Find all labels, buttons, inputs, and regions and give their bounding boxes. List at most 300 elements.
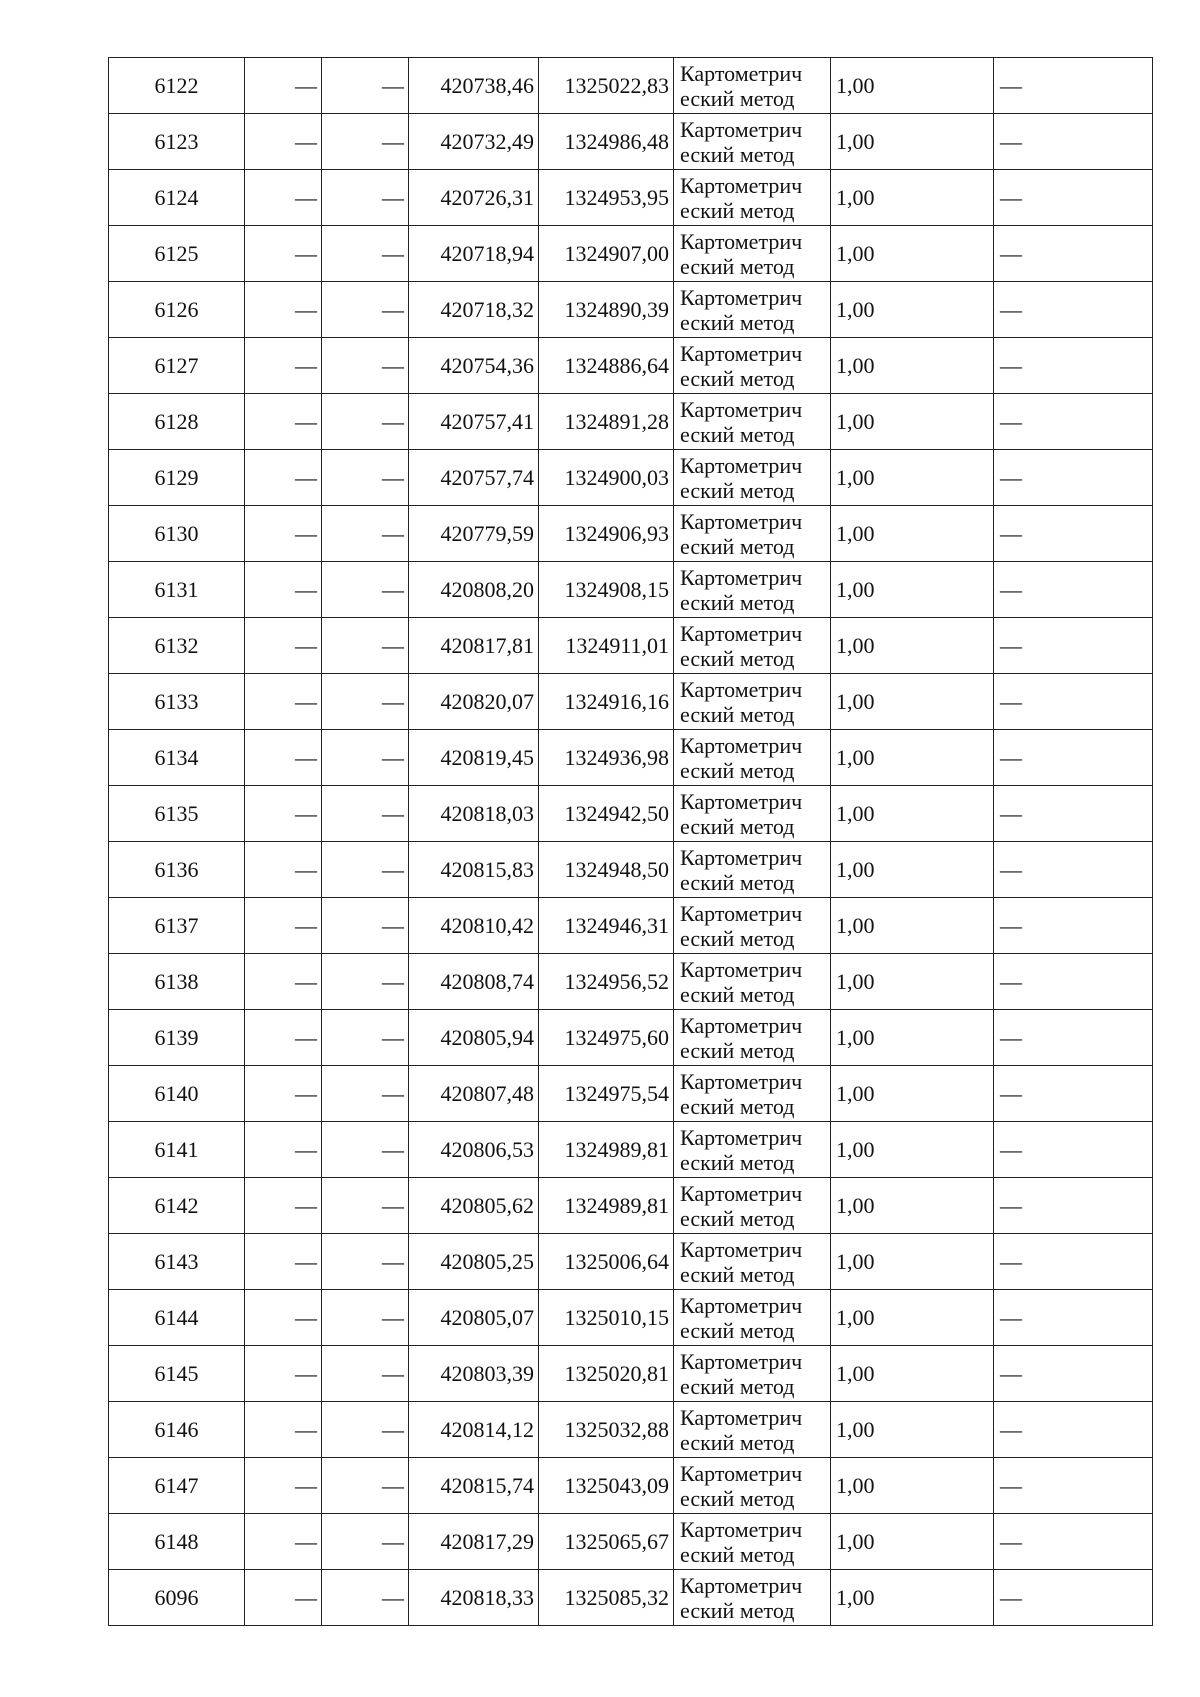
point-number-cell: 6132 [109, 618, 245, 674]
method-cell [674, 1010, 831, 1066]
x-coordinate-cell: 420815,74 [409, 1458, 539, 1514]
method-line-1: Картометрич [680, 844, 803, 870]
method-line-2: еский метод [680, 1373, 795, 1399]
y-coordinate-cell: 1324891,28 [539, 394, 674, 450]
empty-dash-cell: — [245, 1346, 322, 1402]
point-number-cell: 6130 [109, 506, 245, 562]
method-cell [674, 282, 831, 338]
method-cell [674, 1458, 831, 1514]
point-number-cell: 6141 [109, 1122, 245, 1178]
table-row [109, 1570, 1153, 1626]
empty-dash-cell: — [322, 1290, 409, 1346]
accuracy-cell: 1,00 [831, 786, 994, 842]
empty-dash-cell: — [322, 1346, 409, 1402]
note-cell: — [994, 506, 1153, 562]
note-cell: — [994, 898, 1153, 954]
method-cell [674, 506, 831, 562]
empty-dash-cell: — [245, 170, 322, 226]
y-coordinate-cell: 1324953,95 [539, 170, 674, 226]
method-cell [674, 170, 831, 226]
note-cell: — [994, 786, 1153, 842]
empty-dash-cell: — [322, 842, 409, 898]
x-coordinate-cell: 420806,53 [409, 1122, 539, 1178]
empty-dash-cell: — [245, 114, 322, 170]
x-coordinate-cell: 420819,45 [409, 730, 539, 786]
empty-dash-cell: — [322, 1570, 409, 1626]
method-line-1: Картометрич [680, 116, 803, 142]
x-coordinate-cell: 420808,20 [409, 562, 539, 618]
x-coordinate-cell: 420754,36 [409, 338, 539, 394]
note-cell: — [994, 1346, 1153, 1402]
empty-dash-cell: — [245, 730, 322, 786]
method-cell [674, 58, 831, 114]
method-line-1: Картометрич [680, 508, 803, 534]
method-line-2: еский метод [680, 589, 795, 615]
note-cell: — [994, 1178, 1153, 1234]
empty-dash-cell: — [245, 1122, 322, 1178]
method-line-2: еский метод [680, 981, 795, 1007]
x-coordinate-cell: 420718,32 [409, 282, 539, 338]
method-line-2: еский метод [680, 1149, 795, 1175]
note-cell: — [994, 1122, 1153, 1178]
empty-dash-cell: — [245, 1066, 322, 1122]
method-line-2: еский метод [680, 1261, 795, 1287]
method-cell [674, 1346, 831, 1402]
empty-dash-cell: — [245, 450, 322, 506]
empty-dash-cell: — [245, 1010, 322, 1066]
table-row [109, 562, 1153, 618]
empty-dash-cell: — [322, 170, 409, 226]
x-coordinate-cell: 420818,33 [409, 1570, 539, 1626]
method-line-1: Картометрич [680, 788, 803, 814]
method-cell [674, 562, 831, 618]
method-line-1: Картометрич [680, 1404, 803, 1430]
note-cell: — [994, 842, 1153, 898]
empty-dash-cell: — [245, 226, 322, 282]
x-coordinate-cell: 420810,42 [409, 898, 539, 954]
x-coordinate-cell: 420808,74 [409, 954, 539, 1010]
empty-dash-cell: — [322, 1234, 409, 1290]
note-cell: — [994, 954, 1153, 1010]
note-cell: — [994, 618, 1153, 674]
accuracy-cell: 1,00 [831, 1010, 994, 1066]
method-cell [674, 730, 831, 786]
point-number-cell: 6138 [109, 954, 245, 1010]
x-coordinate-cell: 420732,49 [409, 114, 539, 170]
table-row [109, 954, 1153, 1010]
y-coordinate-cell: 1324948,50 [539, 842, 674, 898]
method-line-2: еский метод [680, 365, 795, 391]
empty-dash-cell: — [245, 618, 322, 674]
empty-dash-cell: — [245, 338, 322, 394]
empty-dash-cell: — [322, 1010, 409, 1066]
method-cell [674, 1122, 831, 1178]
method-line-1: Картометрич [680, 1012, 803, 1038]
y-coordinate-cell: 1324946,31 [539, 898, 674, 954]
point-number-cell: 6123 [109, 114, 245, 170]
table-row [109, 842, 1153, 898]
method-line-2: еский метод [680, 701, 795, 727]
method-line-1: Картометрич [680, 620, 803, 646]
accuracy-cell: 1,00 [831, 1122, 994, 1178]
x-coordinate-cell: 420738,46 [409, 58, 539, 114]
y-coordinate-cell: 1324989,81 [539, 1178, 674, 1234]
note-cell: — [994, 1010, 1153, 1066]
y-coordinate-cell: 1325006,64 [539, 1234, 674, 1290]
y-coordinate-cell: 1325010,15 [539, 1290, 674, 1346]
empty-dash-cell: — [322, 1458, 409, 1514]
empty-dash-cell: — [245, 1402, 322, 1458]
method-cell [674, 674, 831, 730]
table-row [109, 1122, 1153, 1178]
x-coordinate-cell: 420757,41 [409, 394, 539, 450]
y-coordinate-cell: 1324942,50 [539, 786, 674, 842]
empty-dash-cell: — [245, 58, 322, 114]
method-line-1: Картометрич [680, 228, 803, 254]
method-line-2: еский метод [680, 1541, 795, 1567]
empty-dash-cell: — [322, 58, 409, 114]
empty-dash-cell: — [322, 954, 409, 1010]
method-cell [674, 1290, 831, 1346]
empty-dash-cell: — [322, 1178, 409, 1234]
empty-dash-cell: — [245, 898, 322, 954]
table-row [109, 1402, 1153, 1458]
method-cell [674, 1178, 831, 1234]
table-row [109, 394, 1153, 450]
accuracy-cell: 1,00 [831, 1458, 994, 1514]
empty-dash-cell: — [322, 786, 409, 842]
empty-dash-cell: — [245, 282, 322, 338]
note-cell: — [994, 450, 1153, 506]
method-line-1: Картометрич [680, 1516, 803, 1542]
empty-dash-cell: — [245, 954, 322, 1010]
note-cell: — [994, 1402, 1153, 1458]
y-coordinate-cell: 1325043,09 [539, 1458, 674, 1514]
x-coordinate-cell: 420718,94 [409, 226, 539, 282]
method-cell [674, 1514, 831, 1570]
accuracy-cell: 1,00 [831, 338, 994, 394]
method-line-2: еский метод [680, 421, 795, 447]
note-cell: — [994, 1066, 1153, 1122]
empty-dash-cell: — [245, 562, 322, 618]
y-coordinate-cell: 1325022,83 [539, 58, 674, 114]
note-cell: — [994, 730, 1153, 786]
method-line-2: еский метод [680, 1485, 795, 1511]
method-line-2: еский метод [680, 1597, 795, 1623]
method-line-1: Картометрич [680, 60, 803, 86]
table-row [109, 226, 1153, 282]
point-number-cell: 6144 [109, 1290, 245, 1346]
method-line-2: еский метод [680, 869, 795, 895]
method-line-2: еский метод [680, 1205, 795, 1231]
empty-dash-cell: — [245, 842, 322, 898]
method-line-2: еский метод [680, 533, 795, 559]
method-line-2: еский метод [680, 1093, 795, 1119]
empty-dash-cell: — [322, 1514, 409, 1570]
note-cell: — [994, 226, 1153, 282]
empty-dash-cell: — [322, 506, 409, 562]
accuracy-cell: 1,00 [831, 170, 994, 226]
accuracy-cell: 1,00 [831, 114, 994, 170]
method-line-2: еский метод [680, 757, 795, 783]
table-row [109, 58, 1153, 114]
x-coordinate-cell: 420779,59 [409, 506, 539, 562]
empty-dash-cell: — [322, 674, 409, 730]
empty-dash-cell: — [245, 1514, 322, 1570]
accuracy-cell: 1,00 [831, 898, 994, 954]
accuracy-cell: 1,00 [831, 1066, 994, 1122]
method-cell [674, 786, 831, 842]
method-cell [674, 114, 831, 170]
table-row [109, 786, 1153, 842]
point-number-cell: 6096 [109, 1570, 245, 1626]
table-row [109, 1290, 1153, 1346]
y-coordinate-cell: 1324911,01 [539, 618, 674, 674]
table-row [109, 170, 1153, 226]
accuracy-cell: 1,00 [831, 1290, 994, 1346]
y-coordinate-cell: 1325020,81 [539, 1346, 674, 1402]
y-coordinate-cell: 1324916,16 [539, 674, 674, 730]
accuracy-cell: 1,00 [831, 394, 994, 450]
point-number-cell: 6147 [109, 1458, 245, 1514]
method-cell [674, 1234, 831, 1290]
accuracy-cell: 1,00 [831, 618, 994, 674]
table-row [109, 1514, 1153, 1570]
accuracy-cell: 1,00 [831, 1514, 994, 1570]
note-cell: — [994, 674, 1153, 730]
method-line-1: Картометрич [680, 1124, 803, 1150]
point-number-cell: 6128 [109, 394, 245, 450]
point-number-cell: 6122 [109, 58, 245, 114]
point-number-cell: 6137 [109, 898, 245, 954]
method-line-1: Картометрич [680, 172, 803, 198]
point-number-cell: 6134 [109, 730, 245, 786]
x-coordinate-cell: 420807,48 [409, 1066, 539, 1122]
empty-dash-cell: — [322, 226, 409, 282]
method-cell [674, 842, 831, 898]
y-coordinate-cell: 1324989,81 [539, 1122, 674, 1178]
empty-dash-cell: — [322, 394, 409, 450]
table-row [109, 1010, 1153, 1066]
table-row [109, 618, 1153, 674]
note-cell: — [994, 170, 1153, 226]
method-line-1: Картометрич [680, 1348, 803, 1374]
method-cell [674, 898, 831, 954]
point-number-cell: 6146 [109, 1402, 245, 1458]
x-coordinate-cell: 420817,81 [409, 618, 539, 674]
method-cell [674, 450, 831, 506]
method-line-1: Картометрич [680, 1292, 803, 1318]
method-line-1: Картометрич [680, 284, 803, 310]
accuracy-cell: 1,00 [831, 842, 994, 898]
empty-dash-cell: — [322, 898, 409, 954]
method-line-1: Картометрич [680, 1068, 803, 1094]
table-row [109, 674, 1153, 730]
accuracy-cell: 1,00 [831, 450, 994, 506]
method-line-1: Картометрич [680, 1460, 803, 1486]
method-line-2: еский метод [680, 141, 795, 167]
empty-dash-cell: — [322, 562, 409, 618]
point-number-cell: 6129 [109, 450, 245, 506]
note-cell: — [994, 1514, 1153, 1570]
method-cell [674, 954, 831, 1010]
empty-dash-cell: — [322, 450, 409, 506]
point-number-cell: 6125 [109, 226, 245, 282]
x-coordinate-cell: 420814,12 [409, 1402, 539, 1458]
method-line-1: Картометрич [680, 1236, 803, 1262]
method-line-1: Картометрич [680, 396, 803, 422]
y-coordinate-cell: 1324986,48 [539, 114, 674, 170]
accuracy-cell: 1,00 [831, 674, 994, 730]
table-row [109, 282, 1153, 338]
empty-dash-cell: — [245, 394, 322, 450]
x-coordinate-cell: 420805,94 [409, 1010, 539, 1066]
y-coordinate-cell: 1324900,03 [539, 450, 674, 506]
accuracy-cell: 1,00 [831, 58, 994, 114]
note-cell: — [994, 1458, 1153, 1514]
empty-dash-cell: — [245, 1290, 322, 1346]
method-line-1: Картометрич [680, 340, 803, 366]
table-row [109, 730, 1153, 786]
point-number-cell: 6127 [109, 338, 245, 394]
method-cell [674, 1066, 831, 1122]
note-cell: — [994, 114, 1153, 170]
method-cell [674, 226, 831, 282]
y-coordinate-cell: 1324890,39 [539, 282, 674, 338]
empty-dash-cell: — [322, 1402, 409, 1458]
empty-dash-cell: — [322, 1066, 409, 1122]
y-coordinate-cell: 1325085,32 [539, 1570, 674, 1626]
y-coordinate-cell: 1325065,67 [539, 1514, 674, 1570]
method-line-2: еский метод [680, 85, 795, 111]
method-line-1: Картометрич [680, 452, 803, 478]
point-number-cell: 6143 [109, 1234, 245, 1290]
empty-dash-cell: — [245, 786, 322, 842]
note-cell: — [994, 338, 1153, 394]
note-cell: — [994, 282, 1153, 338]
table-row [109, 338, 1153, 394]
y-coordinate-cell: 1324907,00 [539, 226, 674, 282]
empty-dash-cell: — [245, 1458, 322, 1514]
empty-dash-cell: — [322, 114, 409, 170]
y-coordinate-cell: 1324956,52 [539, 954, 674, 1010]
table-row [109, 1178, 1153, 1234]
accuracy-cell: 1,00 [831, 1346, 994, 1402]
method-cell [674, 618, 831, 674]
y-coordinate-cell: 1324936,98 [539, 730, 674, 786]
empty-dash-cell: — [245, 1178, 322, 1234]
point-number-cell: 6148 [109, 1514, 245, 1570]
accuracy-cell: 1,00 [831, 1234, 994, 1290]
table-row [109, 1066, 1153, 1122]
table-row [109, 506, 1153, 562]
x-coordinate-cell: 420817,29 [409, 1514, 539, 1570]
x-coordinate-cell: 420726,31 [409, 170, 539, 226]
table-row [109, 450, 1153, 506]
note-cell: — [994, 1234, 1153, 1290]
x-coordinate-cell: 420805,25 [409, 1234, 539, 1290]
accuracy-cell: 1,00 [831, 730, 994, 786]
y-coordinate-cell: 1324906,93 [539, 506, 674, 562]
table-row [109, 898, 1153, 954]
point-number-cell: 6135 [109, 786, 245, 842]
table-row [109, 1458, 1153, 1514]
empty-dash-cell: — [322, 618, 409, 674]
table-row [109, 114, 1153, 170]
accuracy-cell: 1,00 [831, 1178, 994, 1234]
point-number-cell: 6131 [109, 562, 245, 618]
method-line-1: Картометрич [680, 676, 803, 702]
note-cell: — [994, 562, 1153, 618]
point-number-cell: 6136 [109, 842, 245, 898]
method-cell [674, 338, 831, 394]
point-number-cell: 6124 [109, 170, 245, 226]
x-coordinate-cell: 420805,07 [409, 1290, 539, 1346]
note-cell: — [994, 394, 1153, 450]
note-cell: — [994, 1570, 1153, 1626]
method-line-2: еский метод [680, 925, 795, 951]
coordinates-table [108, 57, 1153, 1626]
empty-dash-cell: — [245, 1570, 322, 1626]
empty-dash-cell: — [245, 506, 322, 562]
y-coordinate-cell: 1324908,15 [539, 562, 674, 618]
accuracy-cell: 1,00 [831, 506, 994, 562]
method-cell [674, 394, 831, 450]
x-coordinate-cell: 420757,74 [409, 450, 539, 506]
method-line-2: еский метод [680, 645, 795, 671]
method-line-1: Картометрич [680, 900, 803, 926]
method-cell [674, 1402, 831, 1458]
coordinates-table-body [109, 58, 1153, 1626]
point-number-cell: 6140 [109, 1066, 245, 1122]
accuracy-cell: 1,00 [831, 562, 994, 618]
table-row [109, 1346, 1153, 1402]
accuracy-cell: 1,00 [831, 1402, 994, 1458]
empty-dash-cell: — [322, 730, 409, 786]
point-number-cell: 6145 [109, 1346, 245, 1402]
empty-dash-cell: — [245, 674, 322, 730]
method-line-2: еский метод [680, 1037, 795, 1063]
method-line-1: Картометрич [680, 1572, 803, 1598]
x-coordinate-cell: 420820,07 [409, 674, 539, 730]
method-line-2: еский метод [680, 1317, 795, 1343]
empty-dash-cell: — [245, 1234, 322, 1290]
x-coordinate-cell: 420805,62 [409, 1178, 539, 1234]
x-coordinate-cell: 420803,39 [409, 1346, 539, 1402]
point-number-cell: 6133 [109, 674, 245, 730]
y-coordinate-cell: 1325032,88 [539, 1402, 674, 1458]
accuracy-cell: 1,00 [831, 282, 994, 338]
point-number-cell: 6139 [109, 1010, 245, 1066]
accuracy-cell: 1,00 [831, 1570, 994, 1626]
accuracy-cell: 1,00 [831, 954, 994, 1010]
table-row [109, 1234, 1153, 1290]
accuracy-cell: 1,00 [831, 226, 994, 282]
method-line-2: еский метод [680, 197, 795, 223]
note-cell: — [994, 58, 1153, 114]
y-coordinate-cell: 1324886,64 [539, 338, 674, 394]
empty-dash-cell: — [322, 338, 409, 394]
method-line-1: Картометрич [680, 1180, 803, 1206]
method-line-2: еский метод [680, 1429, 795, 1455]
point-number-cell: 6126 [109, 282, 245, 338]
note-cell: — [994, 1290, 1153, 1346]
y-coordinate-cell: 1324975,54 [539, 1066, 674, 1122]
x-coordinate-cell: 420818,03 [409, 786, 539, 842]
method-line-2: еский метод [680, 253, 795, 279]
point-number-cell: 6142 [109, 1178, 245, 1234]
y-coordinate-cell: 1324975,60 [539, 1010, 674, 1066]
